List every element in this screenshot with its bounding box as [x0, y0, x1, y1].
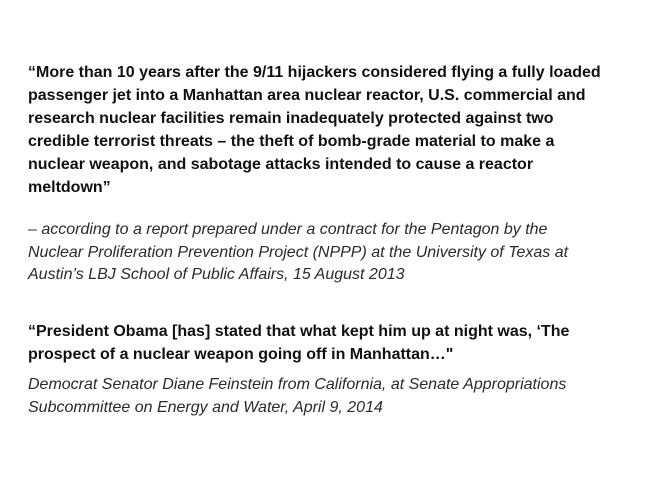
attribution-line: Austin’s LBJ School of Public Affairs, 15 August 2013: [28, 266, 405, 283]
attribution-line: Democrat Senator Diane Feinstein from California, at Senate Appropriations: [28, 376, 567, 393]
quote-line: research nuclear facilities remain inadequately protected against two: [28, 110, 554, 127]
attribution-line: Subcommittee on Energy and Water, April 9, 2014: [28, 398, 383, 416]
quote-line: “More than 10 years after the 9/11 hijackers considered flying a fully loaded: [28, 64, 601, 81]
quote-line: “President Obama [has] stated that what kept him up at night was, ‘The: [28, 323, 570, 340]
quote-line: meltdown”: [28, 179, 111, 196]
nppp-report-quote: [28, 61, 601, 199]
quote-line: credible terrorist threats – the theft of bomb-grade material to make a: [28, 133, 555, 150]
feinstein-attribution: [28, 374, 566, 419]
attribution-line: Nuclear Proliferation Prevention Project (NPPP) at the University of Texas at: [28, 243, 569, 261]
quote-line: passenger jet into a Manhattan area nuclear reactor, U.S. commercial and: [28, 87, 586, 104]
obama-quote: [28, 320, 569, 366]
attribution-line: – according to a report prepared under a contract for the Pentagon by the: [28, 221, 548, 238]
nppp-report-attribution: [28, 219, 568, 287]
quote-line: prospect of a nuclear weapon going off in Manhattan…": [28, 346, 454, 363]
quote-line: nuclear weapon, and sabotage attacks intended to cause a reactor: [28, 156, 534, 173]
